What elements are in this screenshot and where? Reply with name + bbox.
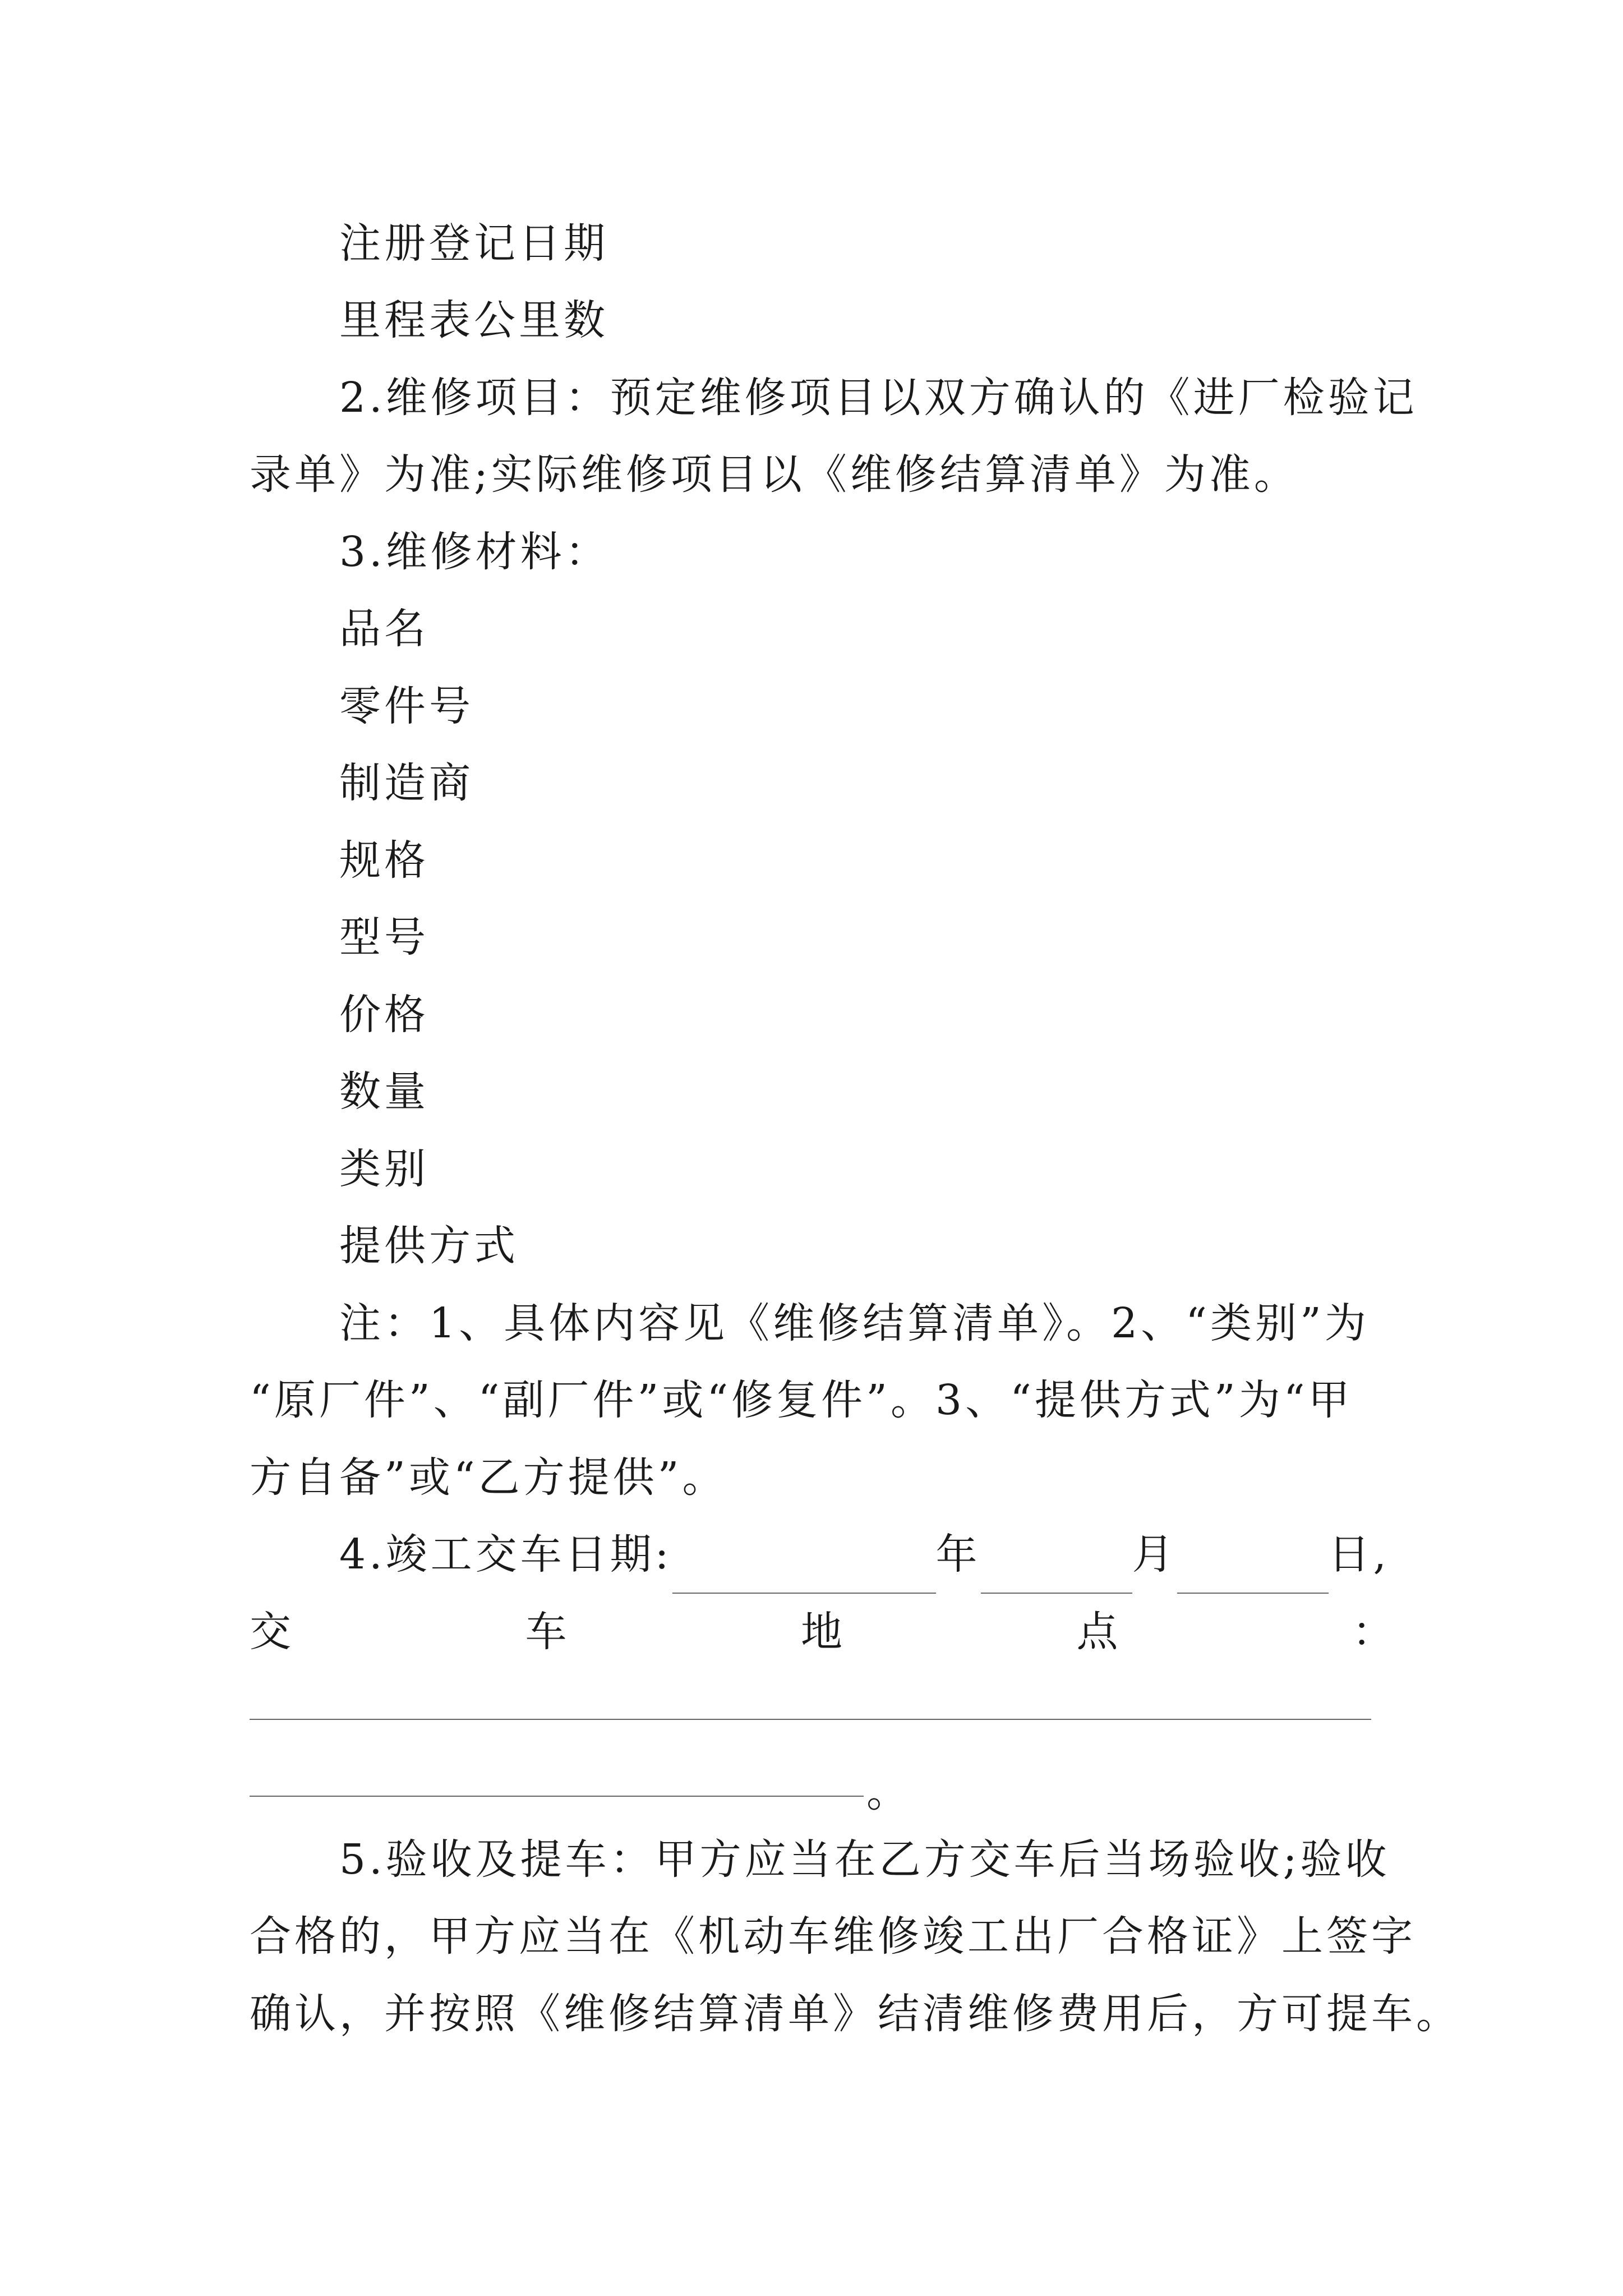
register-date-label: 注册登记日期	[339, 219, 608, 268]
manufacturer-label: 制造商	[339, 759, 474, 807]
item-5-line-1: 5.验收及提车：甲方应当在乙方交车后当场验收;验收	[339, 1835, 1390, 1884]
delivery-place-period: 。	[866, 1768, 908, 1816]
item-4-prefix: 4.竣工交车日期:	[339, 1530, 672, 1579]
delivery-place-char-1: 交	[250, 1608, 291, 1656]
delivery-place-char-3: 地	[801, 1608, 842, 1656]
delivery-place-char-4: 点	[1076, 1608, 1118, 1656]
model-label: 型号	[339, 913, 429, 961]
month-label: 月	[1132, 1530, 1177, 1579]
note-line-1: 注：1、具体内容见《维修结算清单》。2、“类别”为	[339, 1299, 1370, 1347]
item-5-line-2: 合格的，甲方应当在《机动车维修竣工出厂合格证》上签字	[250, 1912, 1416, 1961]
delivery-place-colon: ：	[1352, 1608, 1394, 1656]
item-5-line-3: 确认，并按照《维修结算清单》结清维修费用后，方可提车。	[250, 1990, 1461, 2038]
note-line-2: “原厂件”、“副厂件”或“修复件”。3、“提供方式”为“甲	[250, 1376, 1353, 1424]
year-blank	[672, 1544, 936, 1594]
material-name-label: 品名	[339, 605, 429, 653]
odometer-label: 里程表公里数	[339, 296, 608, 344]
item-2-line-1: 2.维修项目：预定维修项目以双方确认的《进厂检验记	[339, 374, 1418, 422]
note-line-3: 方自备”或“乙方提供”。	[250, 1453, 727, 1502]
year-label: 年	[935, 1530, 981, 1579]
specification-label: 规格	[339, 836, 429, 885]
delivery-place-line	[250, 1593, 1394, 1671]
delivery-place-blank-2	[250, 1796, 864, 1797]
delivery-place-blank-1	[250, 1719, 1371, 1720]
item-2-line-2: 录单》为准;实际维修项目以《维修结算清单》为准。	[250, 450, 1299, 499]
part-number-label: 零件号	[339, 682, 474, 730]
quantity-label: 数量	[339, 1068, 429, 1116]
item-4-completion-date	[339, 1515, 1394, 1594]
item-3-heading: 3.维修材料：	[339, 528, 610, 576]
delivery-place-char-2: 车	[525, 1608, 567, 1656]
price-label: 价格	[339, 991, 429, 1039]
category-label: 类别	[339, 1145, 429, 1193]
supply-method-label: 提供方式	[339, 1222, 519, 1270]
month-blank	[981, 1544, 1132, 1594]
day-label: 日,	[1328, 1530, 1390, 1579]
day-blank	[1177, 1544, 1329, 1594]
